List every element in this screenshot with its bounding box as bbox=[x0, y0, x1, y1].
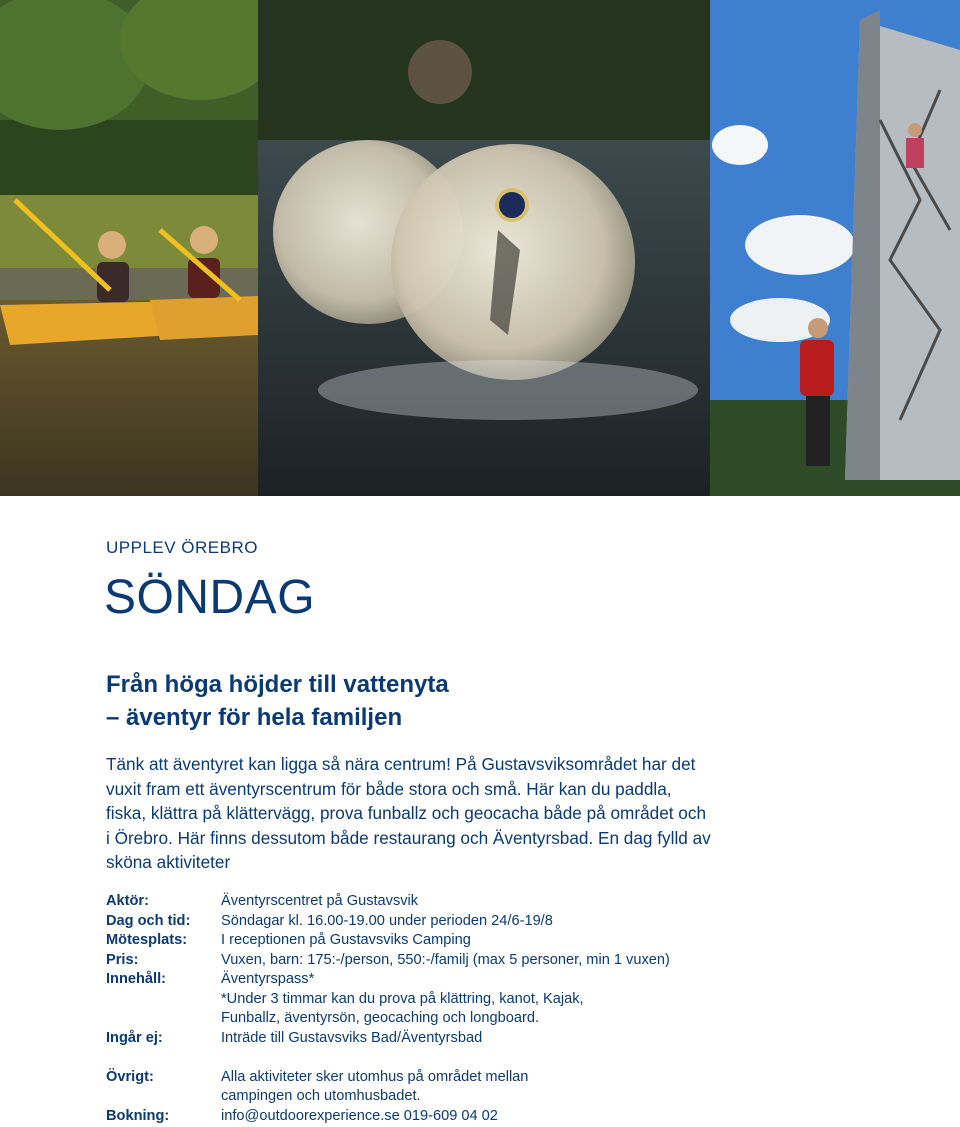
intro-line: fiska, klättra på klättervägg, prova funballz och geocacha både på området och bbox=[106, 803, 707, 823]
section-label: UPPLEV ÖREBRO bbox=[106, 538, 258, 557]
detail-label: Bokning: bbox=[106, 1108, 170, 1124]
water-ball-photo bbox=[258, 0, 710, 496]
detail-label: Pris: bbox=[106, 951, 139, 968]
booking-contact: info@outdoorexperience.se 019-609 04 02 bbox=[221, 1108, 498, 1124]
intro-line: i Örebro. Här finns dessutom både restaurang och Äventyrsbad. En dag fylld av bbox=[106, 827, 711, 848]
detail-value: Inträde till Gustavsviks Bad/Äventyrsbad bbox=[221, 1029, 483, 1046]
climbing-wall-photo bbox=[710, 0, 960, 496]
intro-line: vuxit fram ett äventyrscentrum för både stora och små. Här kan du paddla, bbox=[106, 778, 672, 799]
detail-label: Aktör: bbox=[106, 893, 149, 909]
detail-label: Dag och tid: bbox=[106, 912, 191, 929]
detail-label: Övrigt: bbox=[106, 1068, 154, 1085]
detail-value: Funballz, äventyrsön, geocaching och longboard. bbox=[221, 1010, 540, 1026]
intro-line: sköna aktiviteter bbox=[106, 852, 231, 872]
detail-label: Ingår ej: bbox=[106, 1029, 163, 1046]
detail-value: Äventyrspass* bbox=[221, 971, 315, 987]
detail-value: Alla aktiviteter sker utomhus på området mellan bbox=[221, 1068, 529, 1085]
article-intro bbox=[106, 752, 746, 875]
detail-value: Äventyrscentret på Gustavsvik bbox=[221, 893, 419, 909]
photo-collage bbox=[0, 0, 960, 496]
detail-value: I receptionen på Gustavsviks Camping bbox=[221, 932, 471, 948]
detail-value: Vuxen, barn: 175:-/person, 550:-/familj (max 5 personer, min 1 vuxen) bbox=[221, 951, 670, 968]
detail-label: Mötesplats: bbox=[106, 932, 188, 948]
detail-value: *Under 3 timmar kan du prova på klättring, kanot, Kajak, bbox=[221, 990, 584, 1007]
article-headline bbox=[106, 668, 449, 734]
intro-line: Tänk att äventyret kan ligga så nära centrum! På Gustavsviksområdet har det bbox=[106, 754, 696, 774]
detail-value: campingen och utomhusbadet. bbox=[221, 1088, 421, 1104]
headline-line: – äventyr för hela familjen bbox=[106, 704, 403, 731]
headline-line: Från höga höjder till vattenyta bbox=[106, 671, 449, 698]
detail-label: Innehåll: bbox=[106, 971, 166, 987]
detail-value: Söndagar kl. 16.00-19.00 under perioden 24/6-19/8 bbox=[221, 912, 553, 929]
page-title: SÖNDAG bbox=[104, 571, 316, 624]
kayak-photo bbox=[0, 0, 258, 496]
